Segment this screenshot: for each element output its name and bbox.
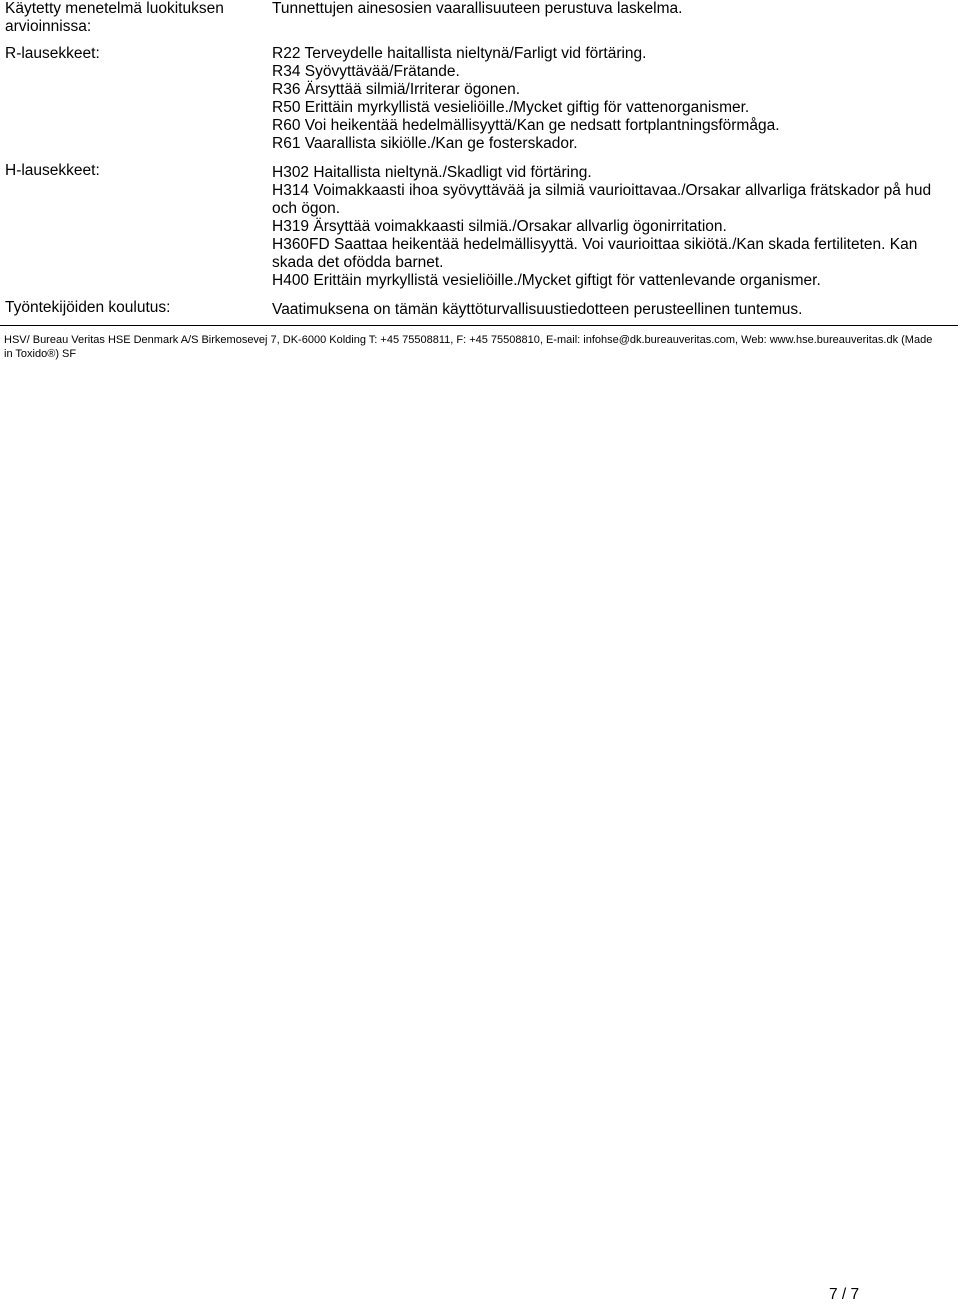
footer-company-info: HSV/ Bureau Veritas HSE Denmark A/S Birkemosevej 7, DK-6000 Kolding T: +45 75508811, F: +45 75508810, E-mail: infohse@dk.bureauveritas.com, Web: www.hse.bureauveritas.dk (Made in Toxido®) SF	[4, 334, 933, 360]
label-classification-method: Käytetty menetelmä luokituksen arvioinnissa:	[5, 0, 224, 35]
page-number: 7 / 7	[829, 1286, 860, 1303]
h-phrase-line: H400 Erittäin myrkyllistä vesieliöille./Mycket giftigt för vattenlevande organismer.	[272, 272, 821, 289]
label-employee-training: Työntekijöiden koulutus:	[5, 299, 171, 316]
r-phrase-line: R34 Syövyttävää/Frätande.	[272, 63, 460, 80]
content-employee-training	[272, 301, 952, 319]
r-phrase-line: R22 Terveydelle haitallista nieltynä/Farligt vid förtäring.	[272, 45, 647, 62]
footer-divider	[0, 325, 958, 326]
label-h-phrases: H-lausekkeet:	[5, 162, 100, 179]
h-phrase-line: H360FD Saattaa heikentää hedelmällisyyttä. Voi vaurioittaa sikiötä./Kan skada fertiliteten. Kan skada det ofödda barnet.	[272, 236, 918, 271]
h-phrase-line: H302 Haitallista nieltynä./Skadligt vid förtäring.	[272, 164, 592, 181]
training-line: Vaatimuksena on tämän käyttöturvallisuustiedotteen perusteellinen tuntemus.	[272, 301, 803, 318]
r-phrase-line: R50 Erittäin myrkyllistä vesieliöille./Mycket giftig för vattenorganismer.	[272, 99, 750, 116]
r-phrase-line: R60 Voi heikentää hedelmällisyyttä/Kan ge nedsatt fortplantningsförmåga.	[272, 117, 780, 134]
r-phrase-line: R61 Vaarallista sikiölle./Kan ge fosterskador.	[272, 135, 578, 152]
content-classification-method	[272, 0, 952, 18]
content-h-phrases	[272, 164, 952, 290]
h-phrase-line: H319 Ärsyttää voimakkaasti silmiä./Orsakar allvarlig ögonirritation.	[272, 218, 727, 235]
r-phrase-line: R36 Ärsyttää silmiä/Irriterar ögonen.	[272, 81, 521, 98]
h-phrase-line: H314 Voimakkaasti ihoa syövyttävää ja silmiä vaurioittavaa./Orsakar allvarliga frätskador på hud och ögon.	[272, 182, 932, 217]
method-line: Tunnettujen ainesosien vaarallisuuteen perustuva laskelma.	[272, 0, 683, 17]
label-r-phrases: R-lausekkeet:	[5, 45, 100, 62]
content-r-phrases	[272, 45, 952, 153]
